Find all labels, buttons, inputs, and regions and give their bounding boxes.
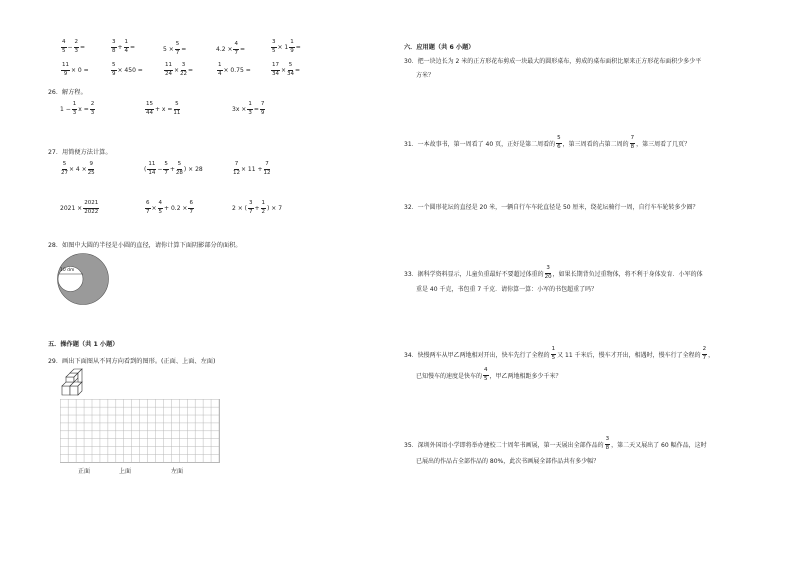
- q26-eq3: 3x × 1 3 = 7 9: [232, 101, 265, 116]
- q25-row1-expr2: 3 8 + 1 4 =: [112, 39, 136, 54]
- q29-title: 29．画出下面图从不同方向看到的图形。(正面、上面、左面): [48, 358, 216, 365]
- cube-stack-icon: [60, 366, 86, 398]
- q26-title: 26．解方程。: [48, 89, 87, 96]
- section5-title: 五．操作题（共 1 小题）: [48, 341, 119, 348]
- q33-line1: 33．据科学资料显示，儿童负重最好不要超过体重的 3 20 ，如果长期背负过重物体，将不利于身体发育．小军的体: [404, 265, 703, 280]
- q27-expr3: 7 12 × 11 + 7 12: [233, 161, 271, 176]
- section6-title: 六．应用题（共 6 小题）: [404, 44, 475, 51]
- q27-expr4: 2021 × 2021 2022: [60, 200, 99, 215]
- q25-row2-expr2: 5 9 × 450 =: [112, 62, 143, 77]
- q32-text: 32．一个圆形花坛的直径是 20 米，一辆自行车车轮直径是 50 厘米，绕花坛骑行一周，自行车车轮转多少圈？: [404, 204, 699, 211]
- q25-row2-expr5: 17 34 × 5 34 =: [272, 62, 301, 77]
- q27-title: 27．用简便方法计算。: [48, 149, 112, 156]
- view-label-top: 上面: [119, 468, 132, 475]
- view-label-front: 正面: [78, 468, 91, 475]
- q27-expr6: 2 × ( 3 7 + 1 2 ) × 7: [232, 200, 283, 215]
- q30-line1: 30．把一块边长为 2 米的正方形花布剪成一块最大的圆形桌布，剪成的桌布面积比原来正方形花布面积少多少平: [404, 58, 702, 65]
- q28-radius-label: 10 dm: [60, 268, 75, 273]
- q25-row2-expr3: 11 24 × 3 22 =: [165, 62, 194, 77]
- q25-row1-expr1: 4 5 − 2 3 =: [62, 39, 86, 54]
- q35-line1: 35．深圳外国语小学即将举办建校二十周年书画展，第一天展出全部作品的 3 8 ，第二天又展出了 60 幅作品，这时: [404, 436, 707, 451]
- q27-expr2: ( 11 14 − 5 7 + 5 28 ) × 28: [144, 161, 203, 176]
- q27-expr5: 6 7 × 4 5 + 0.2 × 6 7: [146, 200, 193, 215]
- q25-row1-expr3: 5 × 5 7 =: [163, 41, 187, 56]
- q33-line2: 重是 40 千克，书包重 7 千克．请你算一算：小军的书包超重了吗？: [416, 286, 598, 293]
- q26-eq2: 15 44 + x = 5 11: [146, 101, 181, 116]
- q25-row2-expr1: 11 9 × 0 =: [62, 62, 89, 77]
- q28-title: 28．如图中大圆的半径是小圆的直径，请你计算下面阴影部分的面积。: [48, 242, 242, 249]
- q34-line1: 34．快慢两车从甲乙两地相对开出，快车先行了全程的 1 5 又 11 千米后，慢车才开出，相遇时，慢车行了全程的 2 7 ，: [404, 346, 715, 361]
- q27-expr1: 5 27 × 4 × 9 25: [61, 161, 95, 176]
- q28-circles-figure: [56, 252, 110, 306]
- q30-line2: 方米？: [416, 72, 435, 79]
- view-label-left: 左面: [171, 468, 184, 475]
- q34-line2: 已知慢车的速度是快车的 4 5 ，甲乙两地相距多少千米？: [416, 367, 562, 382]
- q26-eq1: 1 − 1 3 x = 2 3: [60, 101, 95, 116]
- q31-text: 31．一本故事书，第一周看了 40 页，正好是第二周看的 5 6 ，第三周看的占第二周的 7 8 ，第三周看了几页？: [404, 135, 691, 150]
- q35-line2: 已展出的作品占全部作品的 80%，此次书画展全部作品共有多少幅？: [416, 458, 600, 465]
- drawing-grid[interactable]: [60, 399, 220, 463]
- q25-row2-expr4: 1 4 × 0.75 =: [218, 62, 251, 77]
- q25-row1-expr5: 3 5 × 1 1 9 =: [272, 39, 301, 54]
- q25-row1-expr4: 4.2 × 4 7 =: [216, 41, 246, 56]
